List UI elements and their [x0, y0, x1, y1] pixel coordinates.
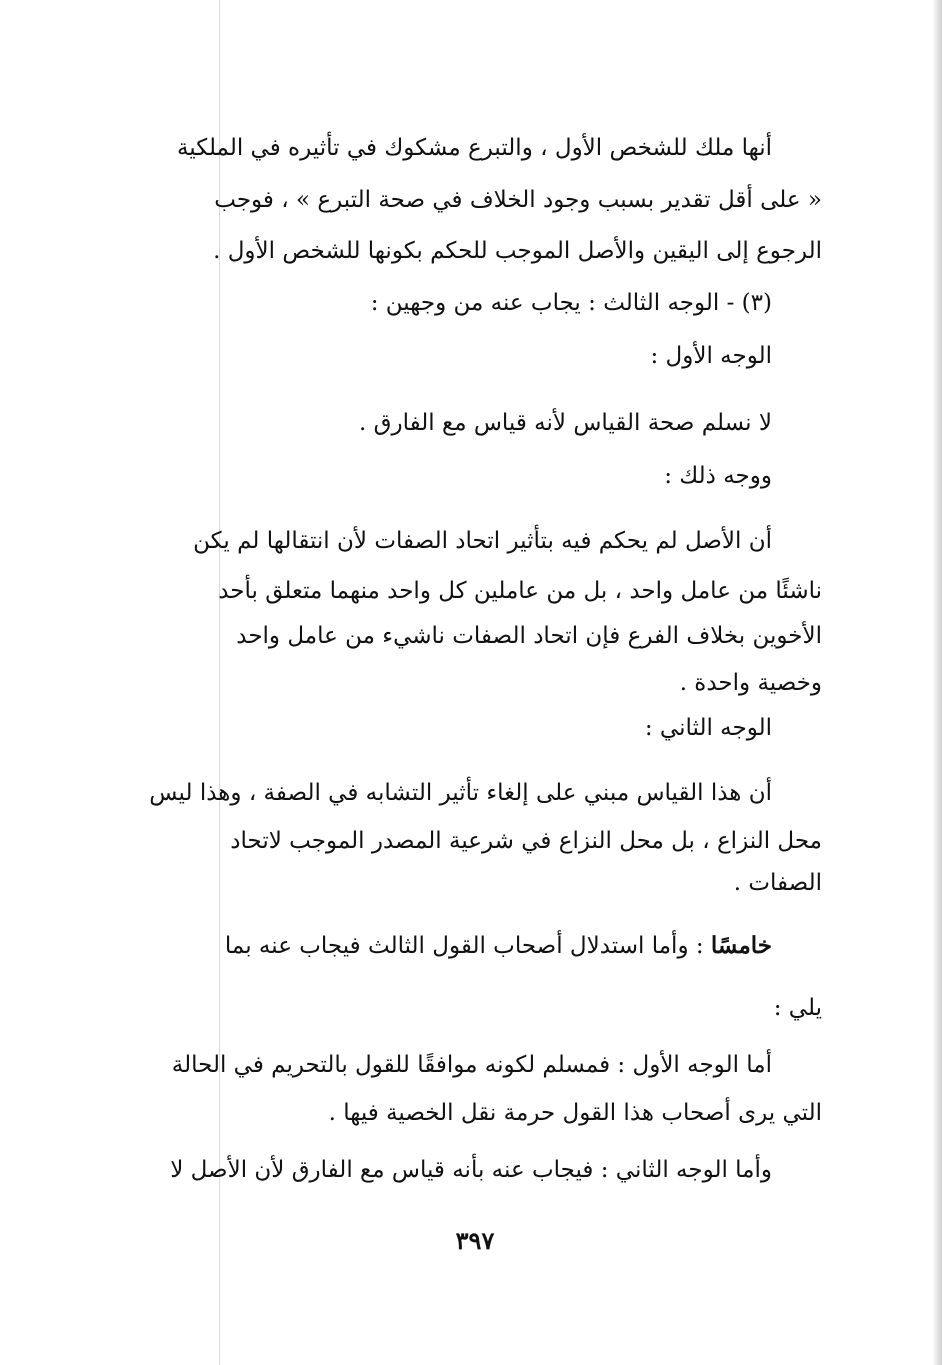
section-heading-fifth-rest: : وأما استدلال أصحاب القول الثالث فيجاب عنه بما: [224, 933, 711, 959]
text-line-6: لا نسلم صحة القياس لأنه قياس مع الفارق .: [359, 410, 772, 436]
text-line-10: الأخوين بخلاف الفرع فإن اتحاد الصفات ناشيء من عامل واحد: [236, 623, 822, 649]
text-line-19: التي يرى أصحاب هذا القول حرمة نقل الخصية فيها .: [328, 1100, 822, 1126]
text-line-9: ناشئًا من عامل واحد ، بل من عاملين كل واحد منهما متعلق بأحد: [218, 578, 822, 604]
text-line-15: الصفات .: [733, 870, 822, 896]
page-edge-shadow: [932, 0, 942, 1365]
page-number: ٣٩٧: [455, 1226, 495, 1255]
text-line-11: وخصية واحدة .: [679, 670, 822, 696]
text-line-4: (٣) - الوجه الثالث : يجاب عنه من وجهين :: [370, 290, 772, 316]
text-line-18: أما الوجه الأول : فمسلم لكونه موافقًا للقول بالتحريم في الحالة: [171, 1052, 772, 1078]
text-line-17: يلي :: [773, 995, 822, 1021]
text-line-7: ووجه ذلك :: [664, 463, 772, 489]
text-line-13: أن هذا القياس مبني على إلغاء تأثير التشابه في الصفة ، وهذا ليس: [149, 780, 772, 806]
text-line-2: « على أقل تقدير بسبب وجود الخلاف في صحة التبرع » ، فوجب: [214, 187, 822, 213]
section-heading-fifth: خامسًا: [710, 932, 772, 959]
text-line-12: الوجه الثاني :: [644, 715, 772, 741]
text-line-5: الوجه الأول :: [650, 343, 772, 369]
text-line-8: أن الأصل لم يحكم فيه بتأثير اتحاد الصفات لأن انتقالها لم يكن: [193, 528, 772, 554]
text-line-14: محل النزاع ، بل محل النزاع في شرعية المصدر الموجب لاتحاد: [230, 828, 822, 854]
text-line-20: وأما الوجه الثاني : فيجاب عنه بأنه قياس مع الفارق لأن الأصل لا: [170, 1157, 772, 1183]
text-line-3: الرجوع إلى اليقين والأصل الموجب للحكم بكونها للشخص الأول .: [213, 238, 822, 264]
text-line-1: أنها ملك للشخص الأول ، والتبرع مشكوك في تأثيره في الملكية: [176, 135, 772, 161]
text-line-16: [225, 932, 772, 959]
